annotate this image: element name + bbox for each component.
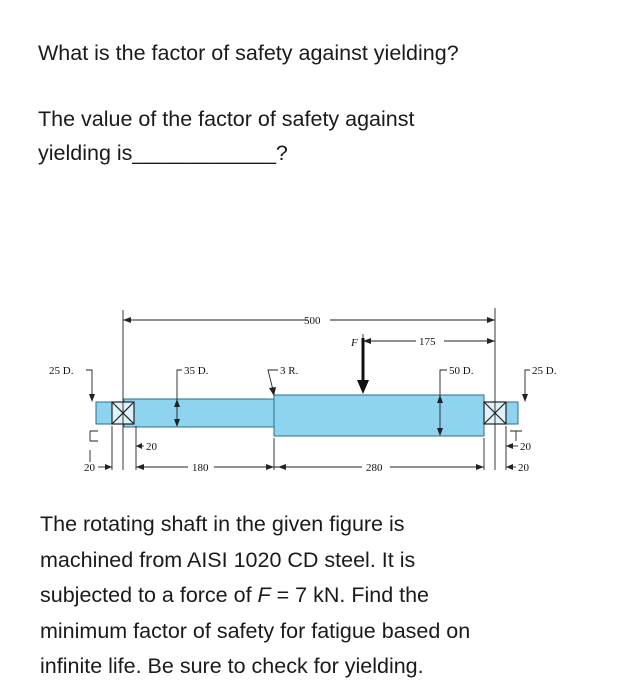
dia-right-end-label: 25 D. bbox=[532, 365, 557, 377]
dia-right-mid-label: 50 D. bbox=[449, 365, 474, 377]
question-text: What is the factor of safety against yielding? bbox=[38, 41, 459, 65]
force-label: F bbox=[351, 337, 358, 349]
dim-left-end-label: 20 bbox=[84, 462, 95, 474]
problem-statement bbox=[40, 507, 600, 685]
dia-left-mid-label: 35 D. bbox=[184, 365, 209, 377]
dim-right-seg-label: 280 bbox=[366, 462, 383, 474]
fillet-label: 3 R. bbox=[280, 365, 299, 377]
dim-total-label: 500 bbox=[304, 315, 321, 327]
answer-prompt-suffix: ? bbox=[275, 141, 288, 165]
dim-load-position-label: 175 bbox=[419, 336, 436, 348]
answer-prompt-line-1: The value of the factor of safety against bbox=[38, 107, 415, 131]
answer-prompt-prefix: yielding is bbox=[38, 141, 133, 165]
force-variable: F bbox=[257, 583, 271, 607]
problem-line: minimum factor of safety for fatigue based on bbox=[40, 618, 471, 643]
dia-left-end-label: 25 D. bbox=[49, 365, 74, 377]
dim-left-shoulder-label: 20 bbox=[146, 441, 157, 453]
shaft-figure bbox=[38, 300, 578, 500]
dim-right-shoulder-label: 20 bbox=[520, 441, 531, 453]
answer-blank: ____________ bbox=[132, 141, 276, 165]
problem-text-part: subjected to a force of bbox=[40, 583, 258, 607]
problem-line: The rotating shaft in the given figure is bbox=[40, 512, 405, 536]
force-arrow bbox=[357, 380, 369, 394]
shaft-large-section bbox=[274, 395, 484, 436]
shaft-mid-section bbox=[124, 399, 274, 427]
problem-line: machined from AISI 1020 CD steel. It is bbox=[40, 547, 416, 572]
problem-line bbox=[40, 578, 600, 614]
dim-left-seg-label: 180 bbox=[192, 462, 209, 474]
problem-line: infinite life. Be sure to check for yielding. bbox=[40, 654, 424, 678]
answer-prompt-line-2 bbox=[38, 138, 288, 168]
dim-right-end-label: 20 bbox=[518, 462, 529, 474]
problem-text-part: = 7 kN. Find the bbox=[270, 583, 430, 607]
